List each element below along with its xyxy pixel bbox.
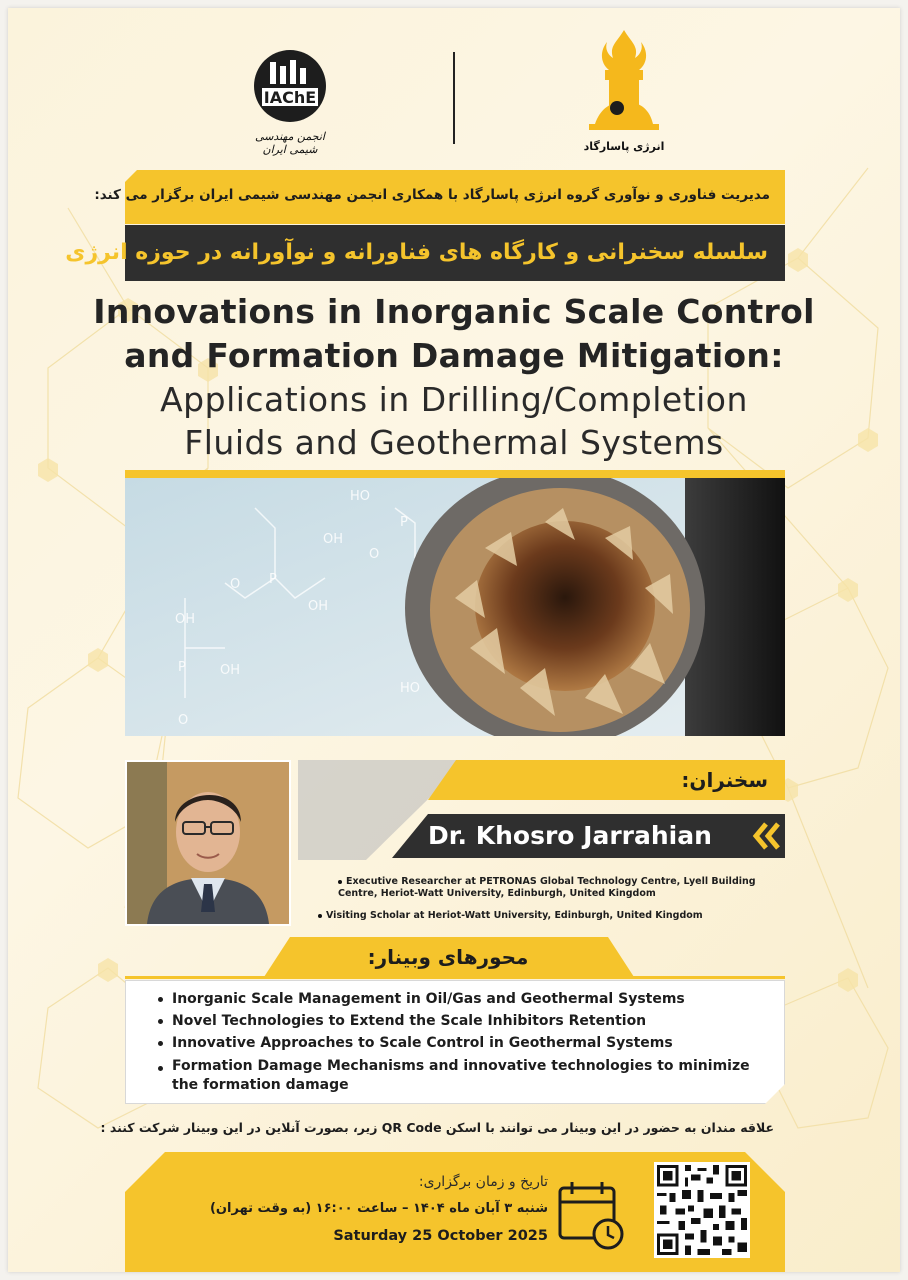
topics-list <box>158 988 758 1095</box>
qr-code-icon <box>657 1165 747 1255</box>
title-line-2: and Formation Damage Mitigation: <box>124 336 784 375</box>
list-item: Novel Technologies to Extend the Scale Inhibitors Retention <box>158 1010 758 1032</box>
iache-logo-text: انجمن مهندسی شیمی ایران <box>255 130 325 156</box>
logo-divider <box>453 52 455 144</box>
speaker-affiliation-1-text: Executive Researcher at PETRONAS Global Technology Centre, Lyell Building Centre, Heriot-Watt University, Edinburgh, United Kingdom <box>338 876 756 899</box>
speaker-affiliation-2 <box>318 910 786 922</box>
list-item: Formation Damage Mechanisms and innovative technologies to minimize the formation damage <box>158 1057 758 1095</box>
scaled-pipe-image <box>125 478 785 736</box>
svg-text:IAChE: IAChE <box>263 88 317 107</box>
svg-text:OH: OH <box>308 599 329 614</box>
hero-top-rule <box>125 470 785 478</box>
speaker-affiliation-2-text: Visiting Scholar at Heriot-Watt University, Edinburgh, United Kingdom <box>326 910 703 921</box>
iache-emblem-icon <box>250 48 330 124</box>
double-chevron-left-icon <box>750 820 780 852</box>
date-time-persian: شنبه ۳ آبان ماه ۱۴۰۴ – ساعت ۱۶:۰۰ (به وقت تهران) <box>209 1201 548 1216</box>
poster <box>8 8 900 1272</box>
svg-text:OH: OH <box>323 532 344 547</box>
speaker-photo <box>125 760 291 926</box>
series-banner-text: سلسله سخنرانی و کارگاه های فناورانه و نوآورانه در حوزه انرژی <box>65 240 768 265</box>
topics-label: محورهای وبینار: <box>367 945 529 969</box>
svg-text:OH: OH <box>175 612 196 627</box>
registration-notice: علاقه مندان به حضور در این وبینار می توانند با اسکن QR Code زیر، بصورت آنلاین در این وبینار شرکت کنند : <box>100 1120 774 1135</box>
svg-text:O: O <box>178 713 189 728</box>
title-line-3: Applications in Drilling/Completion <box>160 380 748 419</box>
bullet-dot-icon <box>318 914 322 918</box>
date-english: Saturday 25 October 2025 <box>333 1228 548 1244</box>
title-line-4: Fluids and Geothermal Systems <box>184 423 724 462</box>
svg-text:HO: HO <box>400 681 421 696</box>
subtitle <box>38 378 870 464</box>
svg-text:P: P <box>400 515 408 530</box>
lion-torch-emblem-icon <box>579 28 669 136</box>
calendar-clock-icon <box>556 1178 626 1250</box>
svg-text:OH: OH <box>220 663 241 678</box>
svg-text:P: P <box>178 660 186 675</box>
speaker-affiliation-1 <box>338 876 786 900</box>
topics-rule <box>125 976 785 979</box>
main-title <box>38 290 870 378</box>
svg-text:O: O <box>230 577 241 592</box>
intro-banner-text: مدیریت فناوری و نوآوری گروه انرژی پاسارگاد با همکاری انجمن مهندسی شیمی ایران برگزار می کند: <box>94 187 770 203</box>
svg-text:HO: HO <box>350 489 371 504</box>
svg-text:P: P <box>269 572 277 587</box>
energy-pasargad-logo-text: انرژی پاسارگاد <box>583 140 665 153</box>
energy-pasargad-logo <box>574 28 674 160</box>
svg-text:O: O <box>369 547 380 562</box>
speaker-name: Dr. Khosro Jarrahian <box>428 821 712 850</box>
speaker-portrait <box>127 762 289 924</box>
speakers-label: سخنران: <box>681 768 768 792</box>
date-time-label: تاریخ و زمان برگزاری: <box>418 1174 548 1190</box>
bullet-dot-icon <box>338 880 342 884</box>
list-item: Innovative Approaches to Scale Control in Geothermal Systems <box>158 1032 758 1054</box>
iache-logo <box>242 48 338 158</box>
list-item: Inorganic Scale Management in Oil/Gas and Geothermal Systems <box>158 988 758 1010</box>
scaled-pipe-illustration <box>125 478 785 736</box>
title-line-1: Innovations in Inorganic Scale Control <box>93 292 815 331</box>
qr-code[interactable] <box>654 1162 750 1258</box>
